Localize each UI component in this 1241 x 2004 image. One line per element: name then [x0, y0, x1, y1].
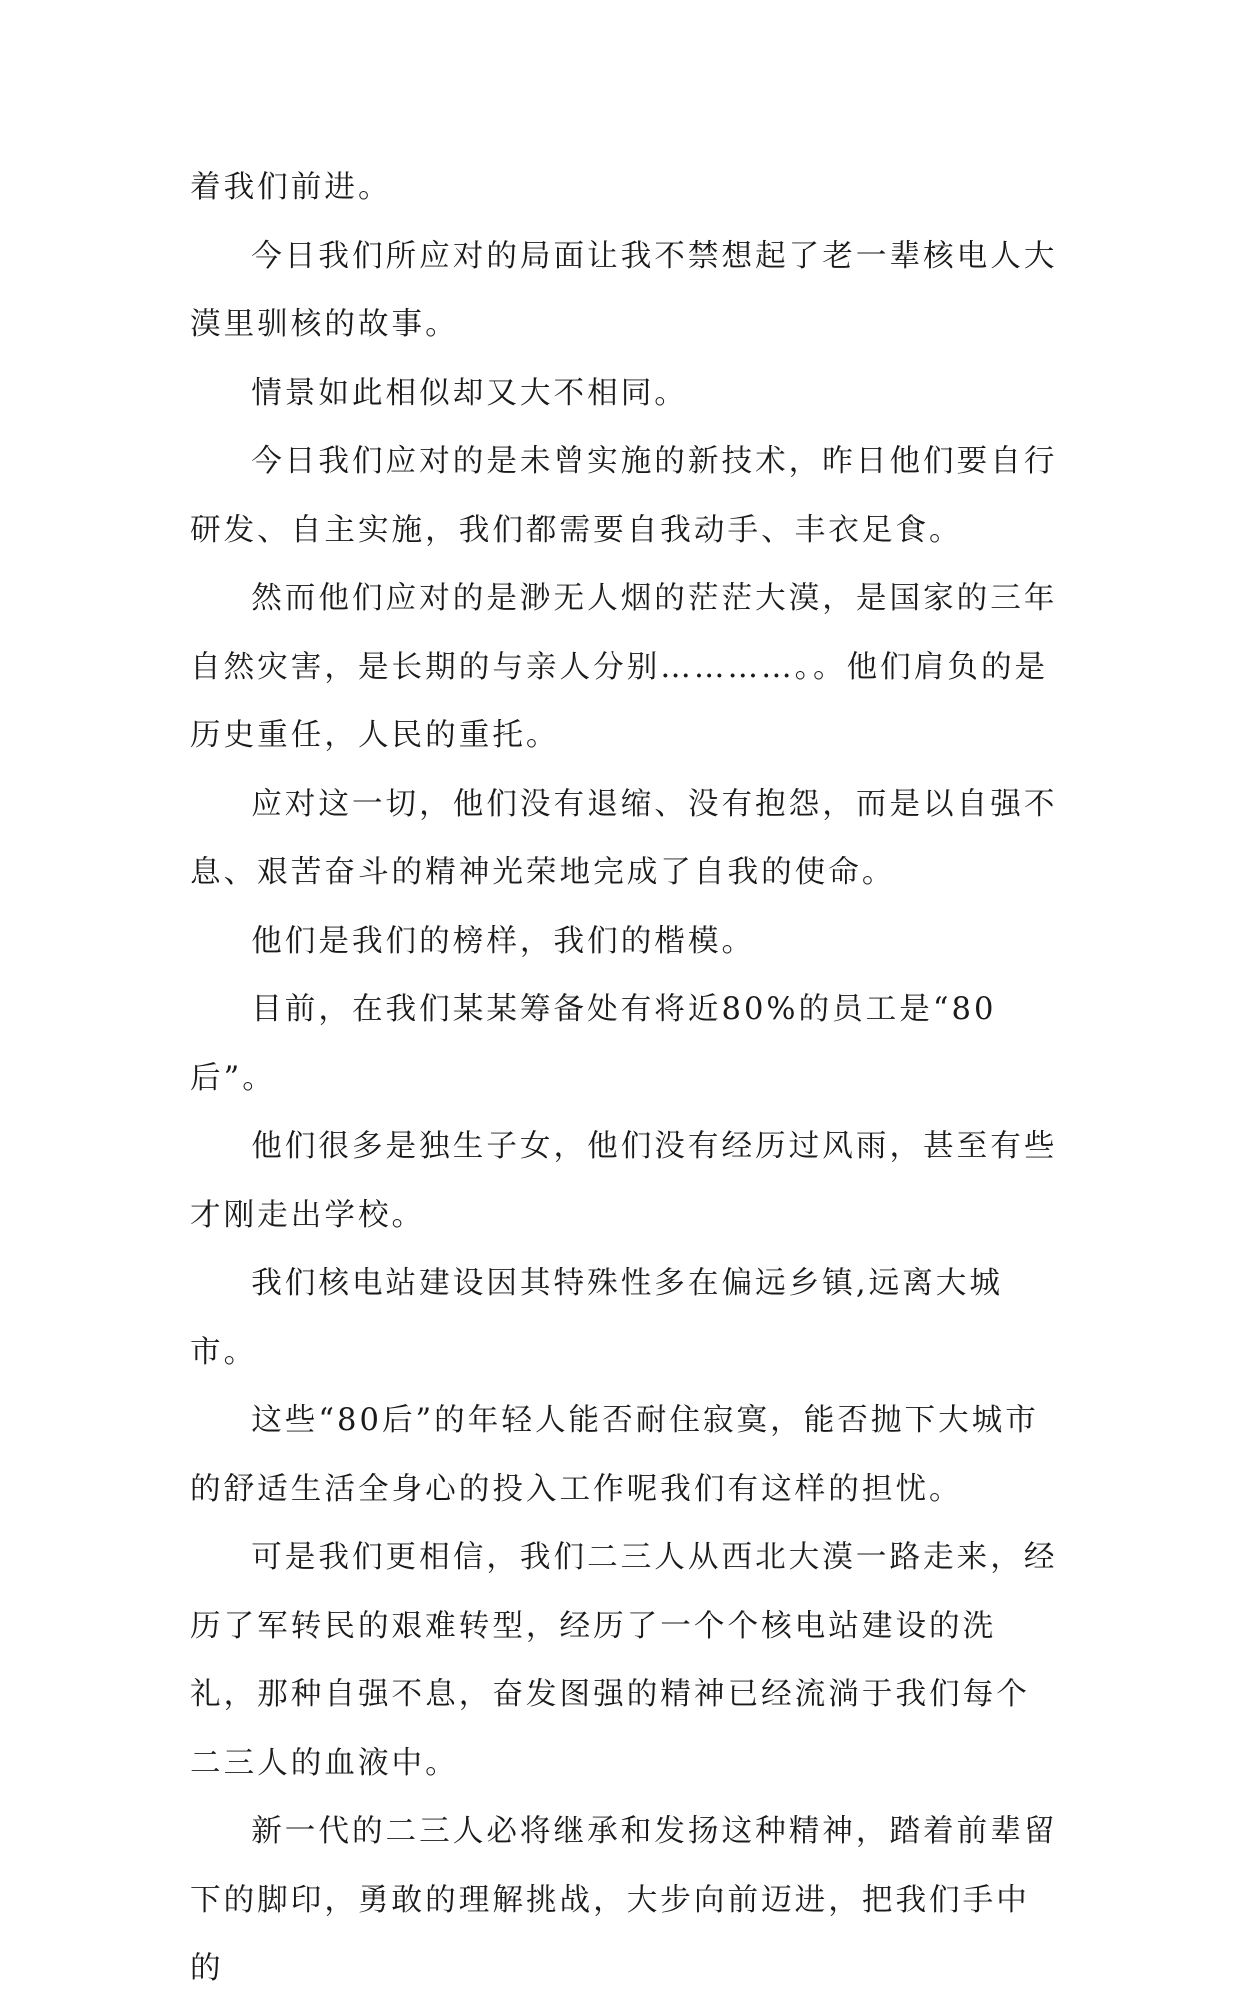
paragraph: 可是我们更相信，我们二三人从西北大漠一路走来，经历了军转民的艰难转型，经历了一个个核电站建设的洗礼，那种自强不息，奋发图强的精神已经流淌于我们每个二三人的血液中。 — [190, 1540, 1058, 1781]
paragraph: 今日我们应对的是未曾实施的新技术，昨日他们要自行研发、自主实施，我们都需要自我动手、丰衣足食。 — [190, 444, 1058, 548]
paragraph: 今日我们所应对的局面让我不禁想起了老一辈核电人大漠里驯核的故事。 — [190, 238, 1058, 342]
paragraph: 着我们前进。 — [190, 170, 392, 205]
body-text — [190, 154, 1060, 2004]
paragraph: 情景如此相似却又大不相同。 — [251, 375, 688, 411]
paragraph: 他们很多是独生子女，他们没有经历过风雨，甚至有些才刚走出学校。 — [190, 1129, 1058, 1233]
paragraph: 应对这一切，他们没有退缩、没有抱怨，而是以自强不息、艰苦奋斗的精神光荣地完成了自我的使命。 — [190, 786, 1058, 890]
paragraph: 我们核电站建设因其特殊性多在偏远乡镇,远离大城市。 — [190, 1266, 1003, 1370]
paragraph: 目前，在我们某某筹备处有将近80%的员工是“80后”。 — [190, 992, 997, 1096]
paragraph: 他们是我们的榜样，我们的楷模。 — [251, 923, 756, 959]
paragraph: 这些“80后”的年轻人能否耐住寂寞，能否抛下大城市的舒适生活全身心的投入工作呢我们有这样的担忧。 — [190, 1403, 1039, 1507]
paragraph: 新一代的二三人必将继承和发扬这种精神，踏着前辈留下的脚印，勇敢的理解挑战，大步向前迈进，把我们手中的 — [190, 1814, 1058, 1986]
paragraph: 然而他们应对的是渺无人烟的茫茫大漠，是国家的三年自然灾害，是长期的与亲人分别…………。。他们肩负的是历史重任，人民的重托。 — [190, 581, 1058, 753]
